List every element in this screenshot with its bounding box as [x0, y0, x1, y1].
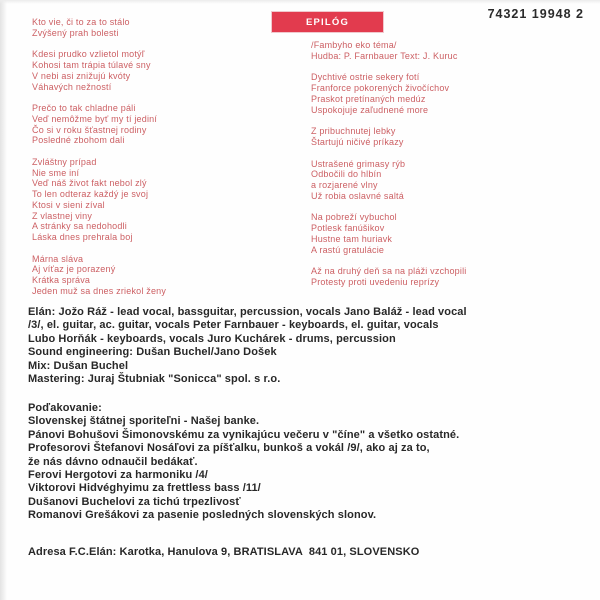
lyric-line: To len odteraz každý je svoj [32, 189, 149, 200]
lyrics-column-left [32, 17, 272, 307]
lyric-line: Hustne tam huriavk [311, 233, 393, 244]
lyric-line: Na pobreží vybuchol [311, 212, 397, 223]
lyric-line: Nie sme iní [32, 167, 80, 178]
thanks-line: že nás dávno odnaučil bedákať. [28, 455, 198, 468]
lyric-line: a rozjarené vlny [311, 180, 378, 191]
lyric-line: Čo si v roku šťastnej rodiny [32, 124, 147, 135]
credit-line: Mastering: Juraj Štubniak "Sonicca" spol. s r.o. [28, 373, 281, 386]
thanks-line: Pánovi Bohušovi Šimonovskému za vynikajúcu večeru v "číne" a všetko ostatné. [28, 428, 460, 441]
lyric-stanza [311, 212, 571, 255]
lyric-line: Krátka správa [32, 275, 91, 286]
lyric-line: Odbočili do hlbín [311, 169, 382, 180]
lyric-line: /Fambyho eko téma/ [311, 40, 397, 50]
lyric-line: Už robia oslavné saltá [311, 190, 404, 201]
lyric-line: Ktosi v sieni zíval [32, 199, 105, 210]
lyric-stanza [32, 17, 272, 38]
thanks-line: Ferovi Hergotovi za harmoniku /4/ [28, 469, 208, 482]
lyric-stanza [311, 266, 571, 287]
credit-line: Mix: Dušan Buchel [28, 359, 129, 372]
lyric-line: Zvláštny prípad [32, 157, 97, 168]
lyric-line: Veď náš život fakt nebol zlý [32, 178, 147, 189]
credit-line: Elán: Jožo Ráž - lead vocal, bassguitar, percussion, vocals Jano Baláž - lead vocal [28, 306, 467, 318]
lyric-line: A stránky sa nedohodli [32, 221, 127, 232]
lyric-line: Hudba: P. Farnbauer Text: J. Kuruc [311, 50, 458, 61]
credits-block [28, 306, 588, 386]
thanks-line: Poďakovanie: [28, 402, 102, 414]
credit-line: Sound engineering: Dušan Buchel/Jano Došek [28, 346, 277, 359]
lyric-line: Márna sláva [32, 253, 84, 264]
lyric-stanza [32, 49, 272, 92]
lyric-stanza [311, 72, 571, 115]
lyric-line: Váhavých nežností [32, 81, 112, 92]
lyric-line: Dychtivé ostrie sekery fotí [311, 72, 420, 83]
lyric-line: V nebi asi znižujú kvóty [32, 70, 131, 81]
lyric-stanza [311, 40, 571, 61]
lyric-line: Aj víťaz je porazený [32, 264, 116, 275]
credit-line: Lubo Horňák - keyboards, vocals Juro Kuchárek - drums, percussion [28, 332, 396, 345]
lyrics-column-right [311, 40, 571, 299]
lyric-line: Praskot pretínaných medúz [311, 93, 426, 104]
lyric-line: Ustrašené grimasy rýb [311, 158, 406, 169]
lyric-line: Protesty proti uvedeniu reprízy [311, 276, 440, 287]
lyric-line: Veď nemôžme byť my tí jediní [32, 113, 158, 124]
lyric-line: Franforce pokorených živočíchov [311, 83, 450, 94]
lyric-stanza [311, 126, 571, 147]
lyric-line: Uspokojuje zaľudnené more [311, 104, 429, 115]
thanks-line: Slovenskej štátnej sporiteľni - Našej banke. [28, 415, 260, 428]
epilog-heading-label: EPILÓG [305, 16, 350, 28]
epilog-heading-box [272, 12, 383, 32]
address-line: Adresa F.C.Elán: Karotka, Hanulova 9, BRATISLAVA 841 01, SLOVENSKO [28, 546, 420, 558]
lyric-stanza [311, 159, 571, 202]
catalog-number: 74321 19948 2 [487, 7, 584, 21]
lyric-line: Prečo to tak chladne páli [32, 103, 136, 114]
lyric-stanza [32, 254, 272, 297]
lyric-line: Z pribuchnutej lebky [311, 126, 396, 137]
lyric-stanza [32, 103, 272, 146]
lyric-line: Zvýšený prah bolesti [32, 27, 119, 38]
lyric-line: Kdesi prudko vzlietol motýľ [32, 49, 145, 60]
lyric-line: Jeden muž sa dnes zriekol ženy [32, 285, 167, 296]
lyric-line: Z vlastnej viny [32, 210, 93, 221]
thanks-line: Profesorovi Štefanovi Nosáľovi za píšťalku, bunkoš a vokál /9/, ako aj za to, [28, 442, 430, 455]
lyric-stanza [32, 157, 272, 243]
lyric-line: A rastú gratulácie [311, 244, 385, 255]
acknowledgements-block [28, 402, 588, 523]
lyric-line: Posledné zbohom dali [32, 135, 125, 146]
lyric-line: Potlesk fanúšikov [311, 223, 385, 234]
thanks-line: Viktorovi Hidvéghyimu za frettless bass /11/ [28, 482, 261, 495]
thanks-line: Dušanovi Buchelovi za tichú trpezlivosť [28, 495, 241, 508]
lyric-line: Kto vie, či to za to stálo [32, 17, 130, 27]
lyric-line: Kohosi tam trápia túlavé sny [32, 60, 151, 71]
thanks-line: Romanovi Grešákovi za pasenie posledných slovenských slonov. [28, 509, 377, 522]
lyric-line: Štartujú ničivé príkazy [311, 136, 404, 147]
lyric-line: Až na druhý deň sa na pláži vzchopili [311, 266, 467, 277]
credit-line: /3/, el. guitar, ac. guitar, vocals Peter Farnbauer - keyboards, el. guitar, vocals [28, 319, 439, 332]
lyric-line: Láska dnes prehrala boj [32, 231, 133, 242]
